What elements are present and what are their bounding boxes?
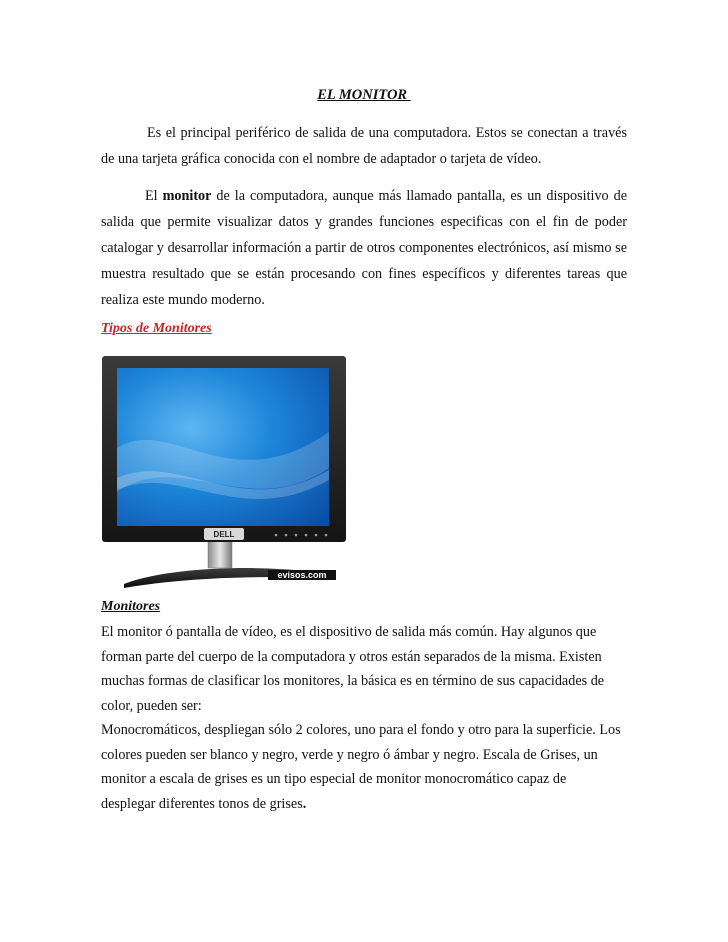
text-line: monitor a escala de grises es un tipo especial de monitor monocromático capaz de [101,771,567,787]
document-title: EL MONITOR [317,87,411,103]
text-line: El monitor ó pantalla de vídeo, es el dispositivo de salida más común. Hay algunos que [101,624,597,640]
text-line: colores pueden ser blanco y negro, verde y negro ó ámbar y negro. Escala de Grises, un [101,746,598,763]
text-line: forman parte del cuerpo de la computadora y otros están separados de la misma. Existen [101,648,602,665]
types-heading: Tipos de Monitores [101,321,212,336]
monitors-paragraph [101,620,631,816]
text-line: color, pueden ser: [101,697,202,714]
watermark-text: evisos.com [277,570,327,580]
monitor-bold-term: monitor [162,188,212,204]
final-period: . [302,795,307,812]
monitor-paragraph-lead: El [145,188,163,204]
monitor-image [100,352,348,592]
text-line: muchas formas de clasificar los monitores, la básica es en término de sus capacidades de [101,673,605,689]
monitor-definition-paragraph [101,183,627,313]
text-line-last [101,792,631,817]
intro-paragraph-text: Es el principal periférico de salida de una computadora. Estos se conectan a través de una tarjeta gráfica conocida con el nombre de adaptador o tarjeta de vídeo. [101,125,627,167]
dell-monitor-illustration [100,352,348,592]
intro-paragraph [101,120,627,172]
monitor-paragraph-rest: de la computadora, aunque más llamado pantalla, es un dispositivo de salida que permite visualizar datos y grandes funciones especificas con el fin de poder catalogar y desarrollar información a partir de otros componentes electrónicos, así mismo se muestra resultado que se están procesando con fines específicos y diferentes tareas que realiza este mundo moderno. [101,188,627,308]
dell-logo: DELL [213,530,235,539]
text-line-last-text: desplegar diferentes tonos de grises [101,795,303,812]
monitors-heading: Monitores [101,599,161,614]
text-line: Monocromáticos, despliegan sólo 2 colores, uno para el fondo y otro para la superficie. Los [101,722,621,738]
